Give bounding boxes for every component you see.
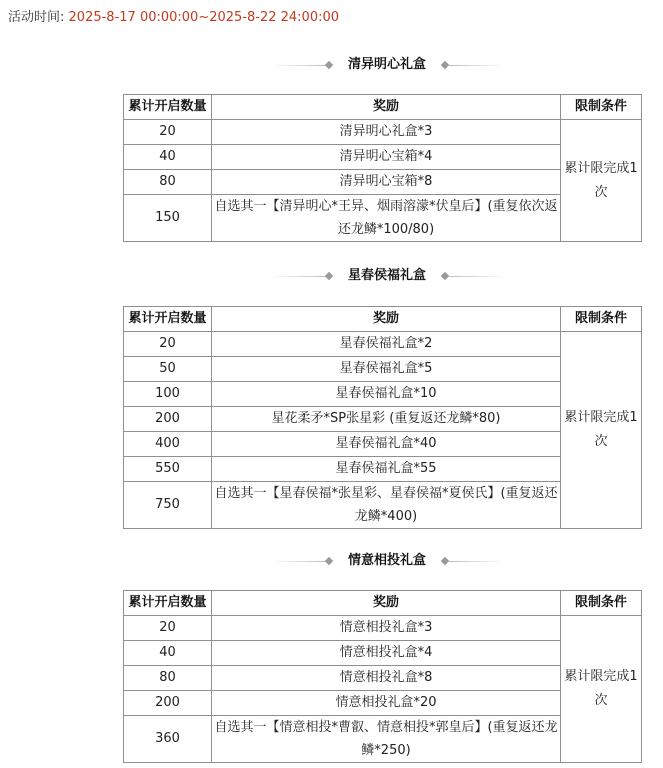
divider-line [448, 561, 506, 562]
count-cell: 20 [124, 332, 212, 357]
reward-cell: 星花柔矛*SP张星彩 (重复返还龙鳞*80) [212, 407, 561, 432]
header-count: 累计开启数量 [124, 95, 212, 120]
table-row [124, 332, 642, 357]
divider-line [270, 561, 328, 562]
count-cell: 20 [124, 616, 212, 641]
count-cell: 360 [124, 716, 212, 763]
table-header-row [124, 307, 642, 332]
activity-time-label: 活动时间: [8, 10, 65, 25]
reward-cell: 情意相投礼盒*8 [212, 666, 561, 691]
count-cell: 200 [124, 691, 212, 716]
reward-cell: 清异明心宝箱*4 [212, 145, 561, 170]
divider-line [270, 65, 328, 66]
reward-cell: 星春侯福礼盒*40 [212, 432, 561, 457]
section-title-text: 清异明心礼盒 [347, 57, 426, 72]
reward-cell: 情意相投礼盒*20 [212, 691, 561, 716]
reward-table [123, 94, 642, 242]
section-title [0, 57, 663, 73]
header-limit: 限制条件 [561, 307, 642, 332]
table-row [124, 120, 642, 145]
reward-cell: 清异明心宝箱*8 [212, 170, 561, 195]
reward-table [123, 306, 642, 529]
count-cell: 550 [124, 457, 212, 482]
count-cell: 100 [124, 382, 212, 407]
count-cell: 80 [124, 170, 212, 195]
reward-cell: 自选其一【星春侯福*张星彩、星春侯福*夏侯氏】(重复返还龙鳞*400) [212, 482, 561, 529]
diamond-icon [325, 557, 333, 565]
divider-line [270, 276, 328, 277]
section-title [0, 553, 663, 569]
count-cell: 80 [124, 666, 212, 691]
section-title-text: 情意相投礼盒 [347, 553, 426, 568]
divider-line [448, 276, 506, 277]
table-header-row [124, 95, 642, 120]
count-cell: 20 [124, 120, 212, 145]
table-header-row [124, 591, 642, 616]
reward-cell: 星春侯福礼盒*10 [212, 382, 561, 407]
diamond-icon [325, 272, 333, 280]
count-cell: 40 [124, 145, 212, 170]
header-limit: 限制条件 [561, 591, 642, 616]
header-reward: 奖励 [212, 591, 561, 616]
count-cell: 200 [124, 407, 212, 432]
count-cell: 150 [124, 195, 212, 242]
section-title-text: 星春侯福礼盒 [347, 268, 426, 283]
reward-cell: 自选其一【清异明心*王异、烟雨溶濛*伏皇后】(重复依次返还龙鳞*100/80) [212, 195, 561, 242]
section-title [0, 268, 663, 284]
activity-time [8, 9, 339, 27]
limit-cell: 累计限完成1次 [561, 120, 642, 242]
count-cell: 50 [124, 357, 212, 382]
header-reward: 奖励 [212, 307, 561, 332]
diamond-icon [325, 61, 333, 69]
header-count: 累计开启数量 [124, 307, 212, 332]
count-cell: 40 [124, 641, 212, 666]
count-cell: 750 [124, 482, 212, 529]
limit-cell: 累计限完成1次 [561, 332, 642, 529]
reward-cell: 清异明心礼盒*3 [212, 120, 561, 145]
divider-line [448, 65, 506, 66]
reward-cell: 星春侯福礼盒*55 [212, 457, 561, 482]
header-reward: 奖励 [212, 95, 561, 120]
reward-cell: 情意相投礼盒*3 [212, 616, 561, 641]
reward-cell: 星春侯福礼盒*2 [212, 332, 561, 357]
header-count: 累计开启数量 [124, 591, 212, 616]
reward-table [123, 590, 642, 763]
reward-cell: 星春侯福礼盒*5 [212, 357, 561, 382]
reward-cell: 情意相投礼盒*4 [212, 641, 561, 666]
header-limit: 限制条件 [561, 95, 642, 120]
activity-time-value: 2025-8-17 00:00:00~2025-8-22 24:00:00 [68, 10, 340, 25]
count-cell: 400 [124, 432, 212, 457]
reward-cell: 自选其一【情意相投*曹叡、情意相投*郭皇后】(重复返还龙鳞*250) [212, 716, 561, 763]
table-row [124, 616, 642, 641]
limit-cell: 累计限完成1次 [561, 616, 642, 763]
